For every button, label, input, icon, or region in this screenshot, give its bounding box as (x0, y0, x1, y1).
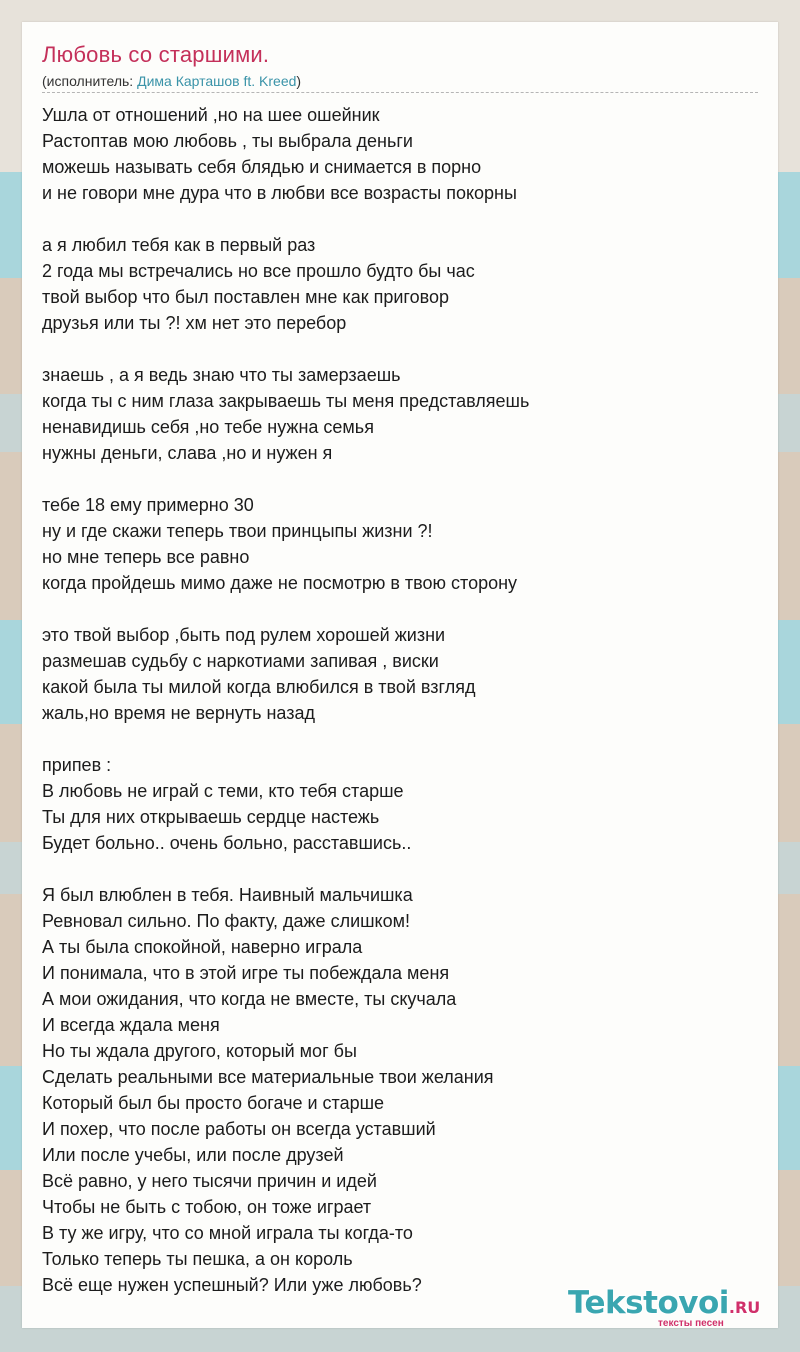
lyric-line: Всё равно, у него тысячи причин и идей (42, 1171, 377, 1191)
lyric-line: нужны деньги, слава ,но и нужен я (42, 443, 333, 463)
artist-line (42, 73, 301, 89)
lyric-line: Будет больно.. очень больно, расставшись.. (42, 833, 412, 853)
lyrics-card (22, 22, 778, 1328)
lyric-line: Чтобы не быть с тобою, он тоже играет (42, 1197, 372, 1217)
lyric-line: ненавидишь себя ,но тебе нужна семья (42, 417, 374, 437)
lyric-line: 2 года мы встречались но все прошло будто бы час (42, 261, 475, 281)
lyric-line (42, 856, 762, 882)
artist-suffix: ) (296, 73, 302, 89)
lyric-line: Ушла от отношений ,но на шее ошейник (42, 105, 380, 125)
lyric-line: Или после учебы, или после друзей (42, 1145, 344, 1165)
lyric-line (42, 336, 762, 362)
lyric-line: размешав судьбу с наркотиами запивая , виски (42, 651, 439, 671)
logo-tagline: тексты песен (658, 1318, 724, 1329)
artist-prefix: (исполнитель: (42, 73, 138, 89)
lyric-line: В ту же игру, что со мной играла ты когда-то (42, 1223, 413, 1243)
lyric-line: И всегда ждала меня (42, 1015, 220, 1035)
logo-name: Tekstovoi (568, 1285, 729, 1321)
lyric-line: твой выбор что был поставлен мне как приговор (42, 287, 449, 307)
lyric-line: Который был бы просто богаче и старше (42, 1093, 385, 1113)
title-divider (42, 92, 758, 93)
lyric-line: когда ты с ним глаза закрываешь ты меня представляешь (42, 391, 530, 411)
lyric-line: припев : (42, 755, 112, 775)
lyric-line (42, 596, 762, 622)
lyric-line: ну и где скажи теперь твои принцыпы жизни ?! (42, 521, 433, 541)
lyric-line: Но ты ждала другого, который мог бы (42, 1041, 357, 1061)
lyric-line: когда пройдешь мимо даже не посмотрю в твою сторону (42, 573, 518, 593)
lyric-line: Всё еще нужен успешный? Или уже любовь? (42, 1275, 422, 1295)
lyric-line (42, 726, 762, 752)
lyric-line: какой была ты милой когда влюбился в твой взгляд (42, 677, 476, 697)
lyric-line (42, 206, 762, 232)
lyric-line: Ты для них открываешь сердце настежь (42, 807, 380, 827)
lyric-line: Только теперь ты пешка, а он король (42, 1249, 353, 1269)
lyric-line: А ты была спокойной, наверно играла (42, 937, 363, 957)
lyric-line: В любовь не играй с теми, кто тебя старше (42, 781, 404, 801)
lyric-line: и не говори мне дура что в любви все возрасты покорны (42, 183, 517, 203)
lyrics-text (42, 102, 762, 1298)
artist-link[interactable]: Дима Карташов ft. Kreed (137, 73, 297, 89)
lyric-line: И понимала, что в этой игре ты побеждала меня (42, 963, 450, 983)
logo-tld: .RU (728, 1298, 761, 1317)
lyric-line: это твой выбор ,быть под рулем хорошей жизни (42, 625, 446, 645)
lyric-line: Сделать реальными все материальные твои желания (42, 1067, 494, 1087)
lyric-line: Растоптав мою любовь , ты выбрала деньги (42, 131, 413, 151)
lyric-line: можешь называть себя блядью и снимается в порно (42, 157, 482, 177)
song-title: Любовь со старшими. (42, 42, 270, 67)
lyric-line: И похер, что после работы он всегда уставший (42, 1119, 436, 1139)
lyric-line: Я был влюблен в тебя. Наивный мальчишка (42, 885, 413, 905)
lyric-line: знаешь , а я ведь знаю что ты замерзаешь (42, 365, 401, 385)
lyric-line: тебе 18 ему примерно 30 (42, 495, 254, 515)
lyric-line: Ревновал сильно. По факту, даже слишком! (42, 911, 411, 931)
lyric-line: друзья или ты ?! хм нет это перебор (42, 313, 347, 333)
lyric-line: а я любил тебя как в первый раз (42, 235, 316, 255)
lyric-line: А мои ожидания, что когда не вместе, ты скучала (42, 989, 457, 1009)
lyric-line: жаль,но время не вернуть назад (42, 703, 316, 723)
lyric-line (42, 466, 762, 492)
lyric-line: но мне теперь все равно (42, 547, 250, 567)
site-logo[interactable] (568, 1286, 778, 1334)
